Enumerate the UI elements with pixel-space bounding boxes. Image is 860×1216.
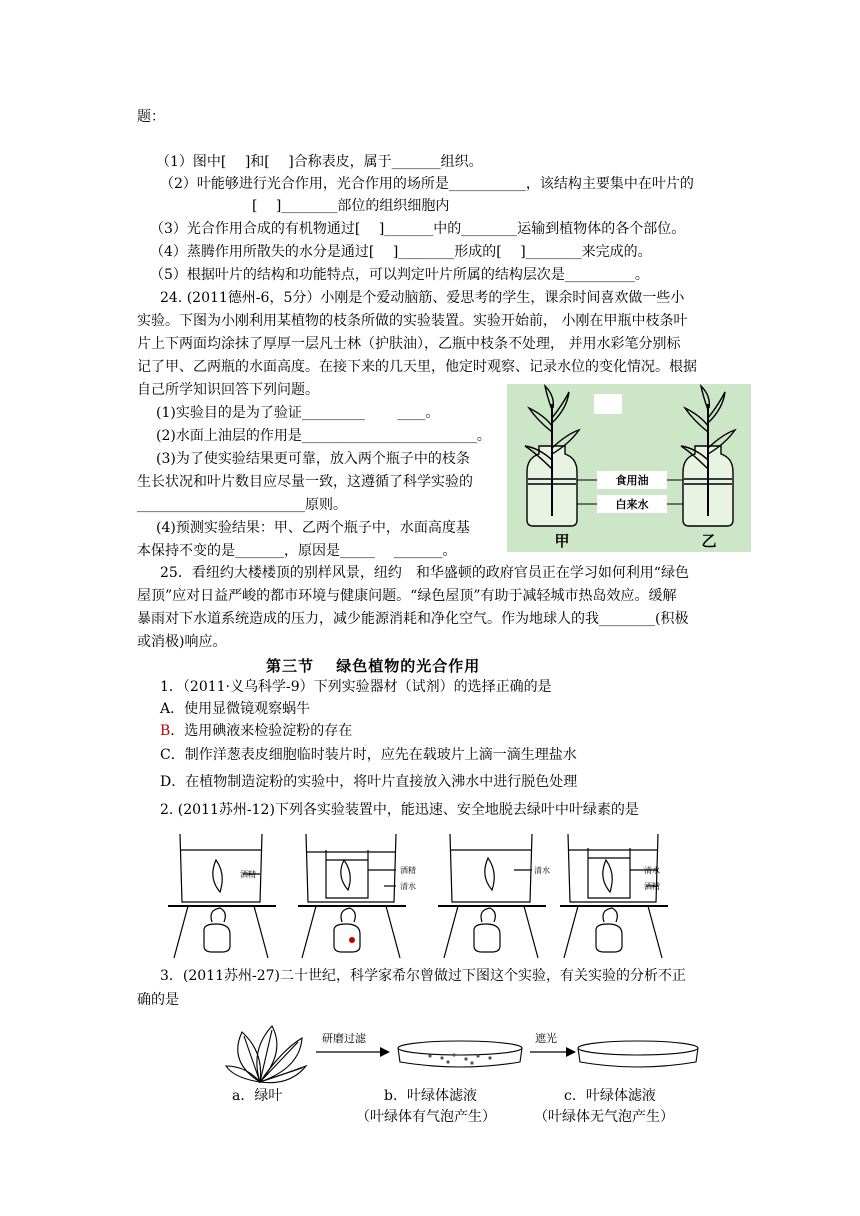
label-d-alcohol: 酒精 [644, 882, 660, 891]
q24-line2: 实验。下图为小刚利用某植物的枝条所做的实验装置。实验开始前， 小刚在甲瓶中枝条叶 [137, 313, 688, 329]
apparatus-a [168, 834, 276, 958]
apparatus-d [560, 834, 668, 958]
label-b-alcohol: 酒精 [400, 866, 416, 875]
q24-sub3c: ________________________原则。 [137, 497, 347, 513]
q25-line4: 或消极)响应。 [137, 634, 227, 650]
q24-sub4b: 本保持不变的是_______，原因是_____ _______。 [137, 543, 457, 559]
label-yi: 乙 [701, 532, 717, 550]
answer-mark: B [160, 723, 171, 739]
apparatus-c [438, 834, 546, 958]
q23-sub2a: （2）叶能够进行光合作用，光合作用的场所是___________，该结构主要集中在叶片的 [160, 176, 694, 192]
label-c-water: 清水 [534, 866, 550, 875]
q24-sub1: (1)实验目的是为了验证_________ ____。 [156, 405, 440, 421]
label-cooking-oil: 食用油 [615, 474, 649, 487]
arrow-grind-filter-label: 研磨过滤 [322, 1032, 366, 1045]
caption-b-note: （叶绿体有气泡产生） [356, 1109, 496, 1125]
q24-sub3a: (3)为了使实验结果更可靠，放入两个瓶子中的枝条 [156, 451, 470, 467]
label-jia: 甲 [554, 532, 570, 550]
s3q1-option-c: C．制作洋葱表皮细胞临时装片时，应先在载玻片上滴一滴生理盐水 [160, 747, 577, 763]
q24-line5: 自己所学知识回答下列问题。 [137, 382, 319, 398]
red-mark [349, 937, 355, 943]
q23-sub5: （5）根据叶片的结构和功能特点，可以判定叶片所属的结构层次是__________。 [150, 267, 649, 283]
arrow-shading-label: 遮光 [535, 1032, 557, 1045]
s3q1-option-d: D．在植物制造淀粉的实验中，将叶片直接放入沸水中进行脱色处理 [160, 774, 578, 790]
dish-b [398, 1041, 522, 1067]
caption-a: a．绿叶 [232, 1088, 283, 1104]
q24-sub3b: 生长状况和叶片数目应尽量一致，这遵循了科学实验的 [137, 474, 473, 490]
q25-line1: 25．看纽约大楼楼顶的别样风景，纽约 和华盛顿的政府官员正在学习如何利用“绿色 [160, 565, 689, 581]
s3q3-line1: 3．(2011苏州-27)二十世纪，科学家希尔曾做过下图这个实验，有关实验的分析不正 [160, 968, 687, 984]
s3q3-line2: 确的是 [137, 992, 179, 1008]
s3q1-option-b-text: ．选用碘液来检验淀粉的存在 [170, 723, 353, 739]
q24-sub2: (2)水面上油层的作用是_________________________。 [156, 428, 491, 444]
q24-line4: 记了甲、乙两瓶的水面高度。在接下来的几天里，他定时观察、记录水位的变化情况。根据 [137, 359, 697, 375]
green-leaves-drawing [226, 1026, 306, 1083]
s3q1-stem: 1．（2011·义乌科学-9）下列实验器材（试剂）的选择正确的是 [160, 679, 552, 695]
label-b-water: 清水 [400, 882, 416, 891]
dish-c [578, 1041, 698, 1067]
q24-line1: 24. (2011德州-6，5分）小刚是个爱动脑筋、爱思考的学生，课余时间喜欢做一些小 [160, 290, 685, 306]
hill-experiment-figure [220, 1022, 700, 1086]
top-fragment: 题： [137, 109, 165, 125]
label-d-water: 清水 [644, 866, 660, 875]
q23-sub2b: [ ]________部位的组织细胞内 [252, 198, 450, 214]
caption-b: b．叶绿体滤液 [384, 1088, 477, 1104]
q25-line3: 暴雨对下水道系统造成的压力，减少能源消耗和净化空气。作为地球人的我________(积极 [137, 611, 689, 627]
s3q2-stem: 2. (2011苏州-12)下列各实验装置中，能迅速、安全地脱去绿叶中叶绿素的是 [160, 802, 639, 818]
caption-c: c．叶绿体滤液 [564, 1088, 656, 1104]
q23-sub3: （3）光合作用合成的有机物通过[ ]_______中的________运输到植物体的各个部位。 [150, 221, 686, 237]
q25-line2: 屋顶”应对日益严峻的都市环境与健康问题。“绿色屋顶”有助于减轻城市热岛效应。缓解 [137, 588, 677, 604]
q24-sub4a: (4)预测实验结果：甲、乙两个瓶子中，水面高度基 [156, 520, 470, 536]
bottle-experiment-figure [507, 384, 751, 552]
caption-c-note: （叶绿体无气泡产生） [534, 1109, 674, 1125]
q24-line3: 片上下两面均涂抹了厚厚一层凡士林（护肤油），乙瓶中枝条不处理， 并用水彩笔分别标 [137, 336, 681, 352]
label-tap-water: 白来水 [615, 498, 649, 511]
label-a-alcohol: 酒精 [240, 870, 256, 879]
apparatus-figure [168, 830, 668, 960]
s3q1-option-a: A．使用显微镜观察蜗牛 [160, 701, 311, 717]
q23-sub4: （4）蒸腾作用所散失的水分是通过[ ]________形成的[ ]________来完成的。 [150, 244, 652, 260]
s3q1-option-b [160, 721, 352, 741]
q23-sub1: （1）图中[ ]和[ ]合称表皮，属于_______组织。 [156, 154, 483, 170]
section-title: 第三节 绿色植物的光合作用 [266, 657, 481, 675]
